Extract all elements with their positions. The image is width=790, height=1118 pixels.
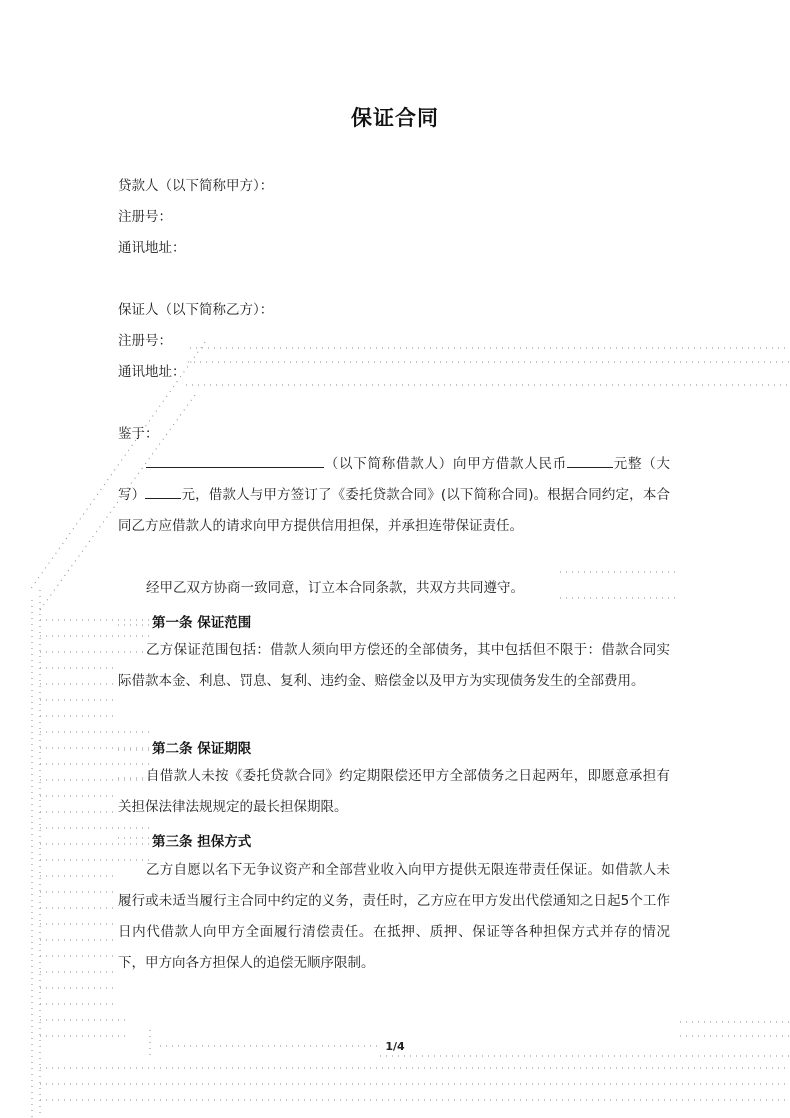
guarantor-address: 通讯地址： — [118, 364, 186, 380]
amount-words-blank — [145, 484, 181, 499]
article-1-heading: 第一条 保证范围 — [152, 615, 252, 631]
lender-address: 通讯地址： — [118, 240, 186, 256]
agreement-paragraph: 经甲乙双方协商一致同意，订立本合同条款，共双方共同遵守。 — [146, 580, 524, 596]
lender-label: 贷款人（以下简称甲方）： — [118, 178, 274, 194]
intro-part1: （以下简称借款人）向甲方借款人民币 — [324, 456, 567, 472]
article-1-body: 乙方保证范围包括：借款人须向甲方偿还的全部债务，其中包括但不限于：借款合同实际借款本金、利息、罚息、复利、违约金、赔偿金以及甲方为实现债务发生的全部费用。 — [118, 642, 670, 689]
guarantor-label: 保证人（以下简称乙方）： — [118, 302, 274, 318]
intro-part3: 元，借款人与甲方签订了《委托贷款合同》(以下简称合同)。根据合同约定，本合同乙方应借款人的请求向甲方提供信用担保，并承担连带保证责任。 — [118, 487, 670, 534]
article-3-heading: 第三条 担保方式 — [152, 834, 252, 850]
lender-reg-no: 注册号： — [118, 209, 172, 225]
document-title: 保证合同 — [351, 106, 439, 130]
article-2-heading: 第二条 保证期限 — [152, 741, 252, 757]
guarantor-reg-no: 注册号： — [118, 333, 172, 349]
page-number: 1/4 — [385, 1040, 405, 1053]
amount-blank — [567, 453, 613, 468]
borrower-name-blank — [146, 453, 324, 468]
article-3-body: 乙方自愿以名下无争议资产和全部营业收入向甲方提供无限连带责任保证。如借款人未履行或未适当履行主合同中约定的义务，责任时，乙方应在甲方发出代偿通知之日起5个工作日内代借款人向甲方全面履行清偿责任。在抵押、质押、保证等各种担保方式并存的情况下，甲方向各方担保人的追偿无顺序限制。 — [118, 862, 670, 971]
article-2-body: 自借款人未按《委托贷款合同》约定期限偿还甲方全部债务之日起两年，即愿意承担有关担保法律法规规定的最长担保期限。 — [118, 768, 670, 815]
intro-part2: 元整（大写） — [118, 456, 670, 503]
whereas-label: 鉴于： — [118, 426, 159, 442]
intro-paragraph — [118, 449, 670, 542]
